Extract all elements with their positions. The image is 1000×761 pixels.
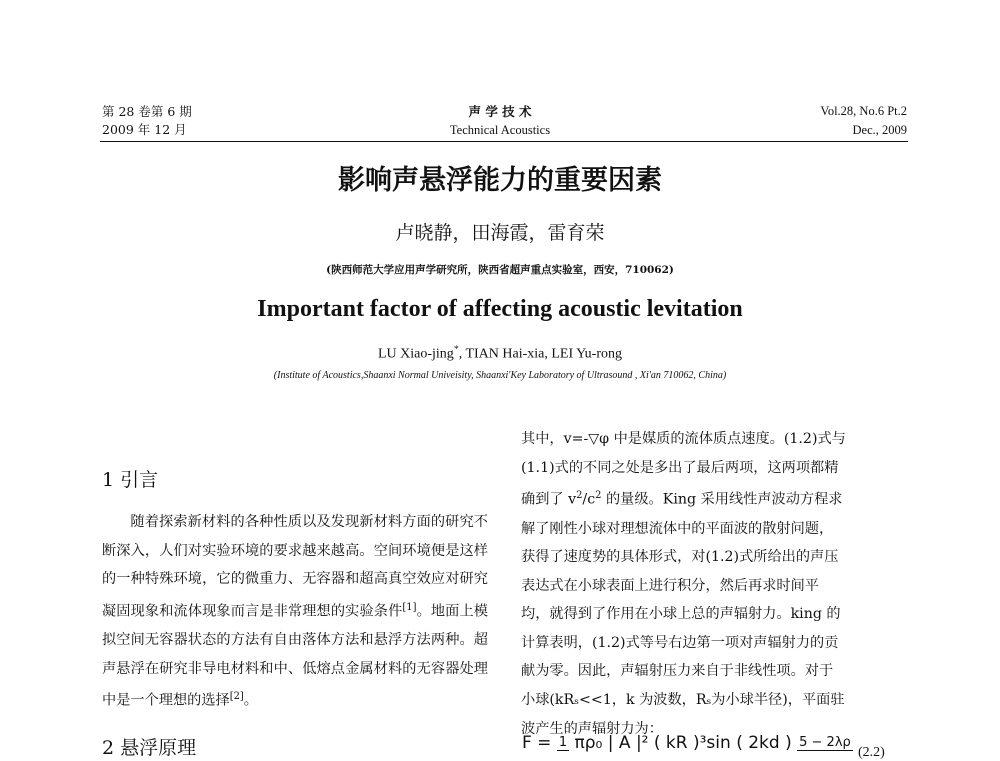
intro-text-a: 随着探索新材料的各种性质以及发现新材料方面的研究不断深入，人们对实验环境的要求越来越高。空间环境便是这样的一种特殊环境，它的微重力、无容器和超高真空效应对研究凝固现象和流体现象而言是非常理想的实验条件: [102, 514, 488, 620]
affiliation-cn: (陕西师范大学应用声学研究所，陕西省超声重点实验室，西安，710062): [326, 264, 674, 276]
text-line: 波产生的声辐射力为：: [521, 720, 663, 737]
authors-en: [0, 344, 1000, 363]
section-1-heading: 1 引言: [102, 469, 159, 491]
text-line: 均，就得到了作用在小球上总的声辐射力。king 的: [521, 606, 841, 623]
journal-name-en: Technical Acoustics: [449, 123, 551, 137]
corresponding-mark: *: [453, 344, 459, 355]
equation-number: (2.2): [858, 745, 885, 760]
text-line: 其中，v=-▽φ 中是媒质的流体质点速度。(1.2)式与: [521, 431, 846, 447]
right-column-body: [521, 425, 907, 743]
affiliation-en: (Institute of Acoustics,Shaanxi Normal Univeisity, Shaanxi'Key Laboratory of Ultrasound , Xi'an 710062, China): [273, 370, 727, 381]
date-en: Dec., 2009: [852, 123, 907, 137]
authors-cn: 卢晓静，田海霞，雷育荣: [395, 222, 605, 244]
fraction-numerator: 1: [558, 734, 568, 750]
volume-issue-en: Vol.28, No.6 Pt.2: [820, 104, 907, 118]
text-line: 获得了速度势的具体形式，对(1.2)式所给出的声压: [521, 549, 839, 566]
text-line: 献为零。因此，声辐射压力来自于非线性项。对于: [521, 663, 834, 680]
fraction-one: [557, 736, 569, 751]
text-line: [521, 482, 907, 514]
superscript: 2: [576, 490, 583, 502]
fraction-lambda: [797, 736, 853, 751]
text-run: 确到了 v: [521, 491, 577, 508]
intro-text-b: 。地面上模拟空间无容器状态的方法有自由落体方法和悬浮方法两种。超声悬浮在研究非导电材料和中、低熔点金属材料的无容器处理中是一个理想的选择: [102, 603, 488, 710]
fraction-numerator: 5 − 2λρ: [799, 734, 851, 750]
citation-1: [1]: [402, 601, 417, 613]
text-line: 表达式在小球表面上进行积分，然后再求时间平: [521, 577, 819, 594]
text-line: 小球(kRₛ<<1，k 为波数，Rₛ为小球半径)，平面驻: [521, 692, 845, 709]
date-cn: 2009 年 12 月: [102, 122, 187, 137]
equation-body: πρ₀ | A |² ( kR )³sin ( 2kd ): [574, 733, 792, 753]
author-others: , TIAN Hai-xia, LEI Yu-rong: [458, 346, 623, 362]
paper-title-en: Important factor of affecting acoustic levitation: [257, 296, 743, 322]
superscript: 2: [595, 490, 602, 502]
citation-2: [2]: [229, 691, 244, 703]
text-line: 解了刚性小球对理想流体中的平面波的散射问题，: [521, 520, 834, 537]
author-lu: LU Xiao-jing: [377, 346, 454, 362]
intro-paragraph: [102, 508, 488, 716]
equation-lhs: F =: [522, 733, 557, 753]
section-2-heading: 2 悬浮原理: [102, 737, 197, 759]
equation-2-2: [522, 733, 853, 753]
journal-name-cn: 声 学 技 术: [468, 104, 532, 119]
paper-title-cn: 影响声悬浮能力的重要因素: [338, 165, 662, 196]
text-line: (1.1)式的不同之处是多出了最后两项，这两项都精: [521, 459, 839, 476]
intro-text-c: 。: [243, 693, 258, 710]
text-run: 的量级。King 采用线性声波动方程求: [601, 491, 843, 508]
volume-issue-cn: 第 28 卷第 6 期: [102, 104, 192, 119]
text-line: 计算表明，(1.2)式等号右边第一项对声辐射力的贡: [521, 634, 839, 651]
text-run: /c: [582, 491, 596, 508]
header-rule: [100, 141, 908, 142]
section-1-body: [102, 508, 488, 716]
